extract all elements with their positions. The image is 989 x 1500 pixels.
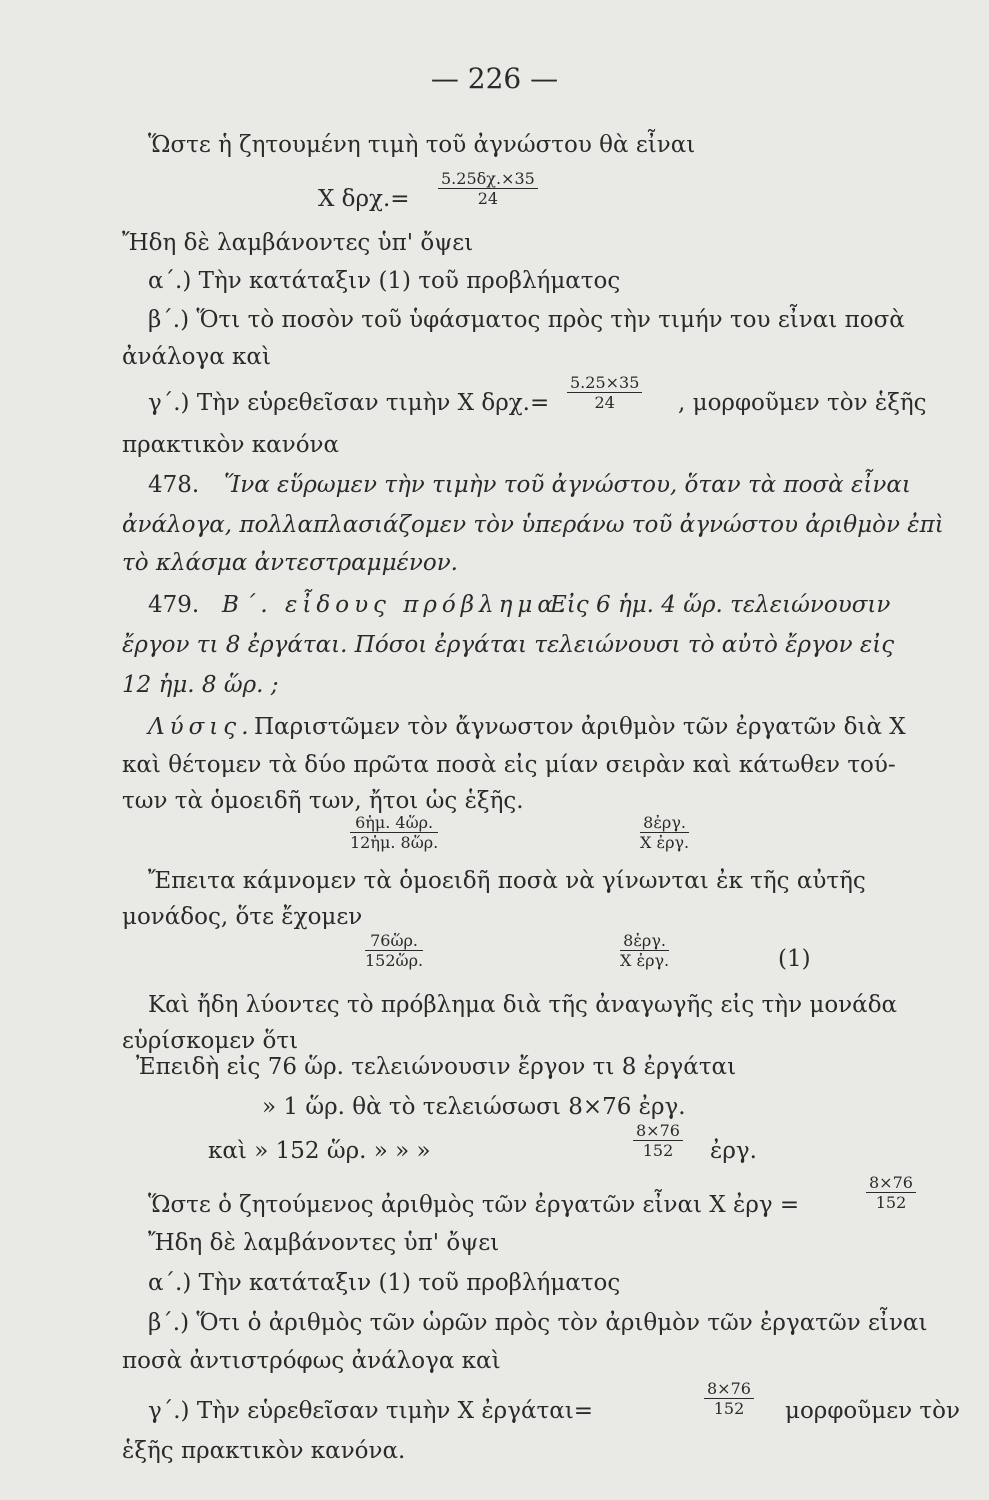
fraction-numerator: 8×76 [869,1173,913,1192]
text-line: εὑρίσκομεν ὅτι [122,1028,299,1054]
text-line: Ἤδη δὲ λαμβάνοντες ὑπ' ὄψει [122,230,474,256]
problem-text: 12 ἡμ. 8 ὥρ. ; [122,672,279,698]
text-line: α΄.) Τὴν κατάταξιν (1) τοῦ προβλήματος [148,1270,621,1296]
rule-number: 478. [148,472,200,498]
fraction-denominator: 152 [713,1399,745,1418]
text-line: Καὶ ἤδη λύοντες τὸ πρόβλημα διὰ τῆς ἀναγωγῆς εἰς τὴν μονάδα [148,992,898,1018]
text-line: Ἔπειτα κάμνομεν τὰ ὁμοειδῆ ποσὰ νὰ γίνωνται ἐκ τῆς αὐτῆς [148,868,866,894]
fraction [633,1122,683,1161]
problem-text: ἔργον τι 8 ἐργάται. Πόσοι ἐργάται τελειώνουσι τὸ αὐτὸ ἔργον εἰς [122,632,895,658]
text-line: Ἐπειδὴ εἰς 76 ὥρ. τελειώνουσιν ἔργον τι 8 ἐργάται [136,1054,737,1080]
text-line: Ὥστε ἡ ζητουμένη τιμὴ τοῦ ἀγνώστου θὰ εἶναι [148,132,696,158]
text-line: β΄.) Ὅτι τὸ ποσὸν τοῦ ὑφάσματος πρὸς τὴν τιμήν του εἶναι ποσὰ [148,307,905,333]
text-line: καὶ » 152 ὥρ. » » » [208,1138,431,1164]
fraction [620,932,669,971]
text-line: πρακτικὸν κανόνα [122,432,340,458]
rule-text: ἀνάλογα, πολλαπλασιάζομεν τὸν ὑπεράνω τοῦ ἀγνώστου ἀριθμὸν ἐπὶ [122,512,944,538]
problem-number: 479. [148,592,200,618]
fraction-numerator: 8×76 [636,1121,680,1140]
fraction [438,170,538,209]
text-line: ἀνάλογα καὶ [122,344,271,370]
fraction-denominator: 152 [642,1141,674,1160]
page-number: — 226 — [430,62,559,95]
text-line: γ΄.) Τὴν εὑρεθεῖσαν τιμὴν Χ ἐργάται= [148,1398,594,1424]
text-line: , μορφοῦμεν τὸν ἑξῆς [678,390,927,416]
fraction-denominator: 24 [594,393,615,412]
text-line: ἐργ. [710,1138,757,1164]
fraction [704,1380,754,1419]
text-line: Ὥστε ὁ ζητούμενος ἀριθμὸς τῶν ἐργατῶν εἶναι Χ ἐργ = [148,1192,800,1218]
solution-heading: Λύσις. [148,714,254,740]
problem-text: Εἰς 6 ἡμ. 4 ὥρ. τελειώνουσιν [550,592,891,618]
fraction-numerator: 5.25×35 [570,373,640,392]
text-line: ἑξῆς πρακτικὸν κανόνα. [122,1438,406,1464]
rule-text: Ἵνα εὕρωμεν τὴν τιμὴν τοῦ ἀγνώστου, ὅταν τὰ ποσὰ εἶναι [224,472,911,498]
text-line: Παριστῶμεν τὸν ἄγνωστον ἀριθμὸν τῶν ἐργατῶν διὰ Χ [254,714,906,740]
fraction [350,814,438,853]
text-line: Ἤδη δὲ λαμβάνοντες ὑπ' ὄψει [148,1230,500,1256]
fraction [640,814,689,853]
text-line: α΄.) Τὴν κατάταξιν (1) τοῦ προβλήματος [148,268,621,294]
fraction-denominator: 152 [875,1193,907,1212]
fraction [365,932,423,971]
fraction-denominator: 12ἡμ. 8ὥρ. [350,833,439,852]
text-line: μορφοῦμεν τὸν [785,1398,960,1424]
fraction-numerator: 8×76 [707,1379,751,1398]
equation-lhs: Χ δρχ.= [318,186,410,212]
fraction-denominator: 24 [477,189,499,208]
fraction [866,1174,916,1213]
equation-label: (1) [778,946,811,972]
fraction-numerator: 6ἡμ. 4ὥρ. [355,813,434,832]
text-line: καὶ θέτομεν τὰ δύο πρῶτα ποσὰ εἰς μίαν σειρὰν καὶ κάτωθεν τού- [122,752,896,778]
text-line: μονάδος, ὅτε ἔχομεν [122,904,363,930]
fraction-numerator: 8ἐργ. [623,931,666,950]
fraction-denominator: Χ ἐργ. [640,833,690,852]
text-line: β΄.) Ὅτι ὁ ἀριθμὸς τῶν ὡρῶν πρὸς τὸν ἀριθμὸν τῶν ἐργατῶν εἶναι [148,1310,928,1336]
problem-heading: Β΄. εἶδους πρόβλημα. [222,592,571,618]
text-line: γ΄.) Τὴν εὑρεθεῖσαν τιμὴν Χ δρχ.= [148,390,550,416]
rule-text: τὸ κλάσμα ἀντεστραμμένον. [122,550,458,576]
text-line: » 1 ὥρ. θὰ τὸ τελειώσωσι 8×76 ἐργ. [262,1094,686,1120]
fraction-numerator: 8ἐργ. [643,813,686,832]
text-line: των τὰ ὁμοειδῆ των, ἤτοι ὡς ἑξῆς. [122,788,524,814]
fraction-denominator: Χ ἐργ. [620,951,670,970]
fraction-numerator: 5.25δχ.×35 [441,169,535,188]
text-line: ποσὰ ἀντιστρόφως ἀνάλογα καὶ [122,1348,501,1374]
fraction-denominator: 152ὥρ. [365,951,424,970]
fraction [567,374,642,413]
fraction-numerator: 76ὥρ. [370,931,418,950]
